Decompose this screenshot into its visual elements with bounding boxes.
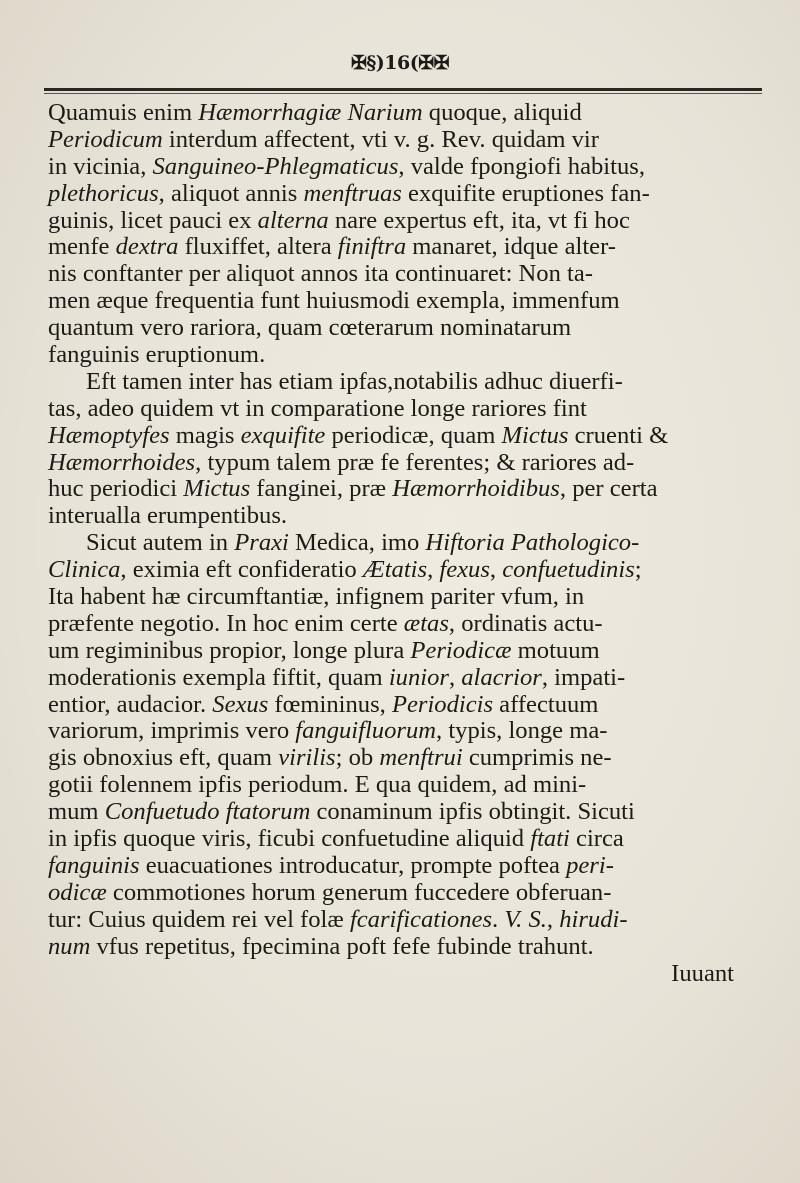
text-line [48,342,764,369]
italic-term: V. S. [504,905,547,933]
text-run: cumprimis ne- [462,744,612,772]
text-run: motuum [511,636,600,664]
text-run: , typum talem præ fe ferentes; & rariores ad- [195,448,635,476]
text-line [48,530,764,557]
text-line [48,369,764,396]
text-line [48,880,764,907]
italic-term: num [48,932,91,960]
italic-term: alterna [257,206,329,234]
text-run: cruenti & [568,421,669,449]
text-run: , valde fpongiofi habitus, [398,152,645,180]
text-line [48,476,764,503]
text-line [48,907,764,934]
italic-term: confuetudinis [502,556,635,584]
italic-term: ætas [403,609,449,637]
text-run: , eximia eft confideratio [120,556,363,584]
text-run: fœmininus, [268,690,392,718]
italic-term: Sexus [212,690,269,718]
text-run: interdum affectent, vti v. g. Rev. quidam vir [162,125,599,153]
text-line [48,826,764,853]
text-run: guinis, licet pauci ex [48,206,258,234]
text-line [48,557,764,584]
italic-term: fexus [439,556,490,584]
catchword: Iuuant [671,959,734,987]
text-run: fluxiffet, altera [178,233,338,261]
text-run: gotii folennem ipfis periodum. E qua quidem, ad mini- [48,771,587,799]
text-run: moderationis exempla fiftit, quam [48,663,389,691]
text-line [48,692,764,719]
text-line [48,208,764,235]
text-line [48,718,764,745]
text-run: euacuationes introducatur, prompte poftea [139,851,567,879]
text-line [48,584,764,611]
text-run: tas, adeo quidem vt in comparatione longe rariores fint [48,394,587,422]
text-run: nis conftanter per aliquot annos ita continuaret: Non ta- [48,260,593,288]
italic-term: Mictus [501,421,569,449]
header-rule [44,88,762,91]
italic-term: hirudi- [559,905,628,933]
text-run: periodicæ, quam [325,421,502,449]
italic-term: Mictus [183,475,251,503]
text-line [48,181,764,208]
text-run: , per certa [559,475,658,503]
text-run: men æque frequentia funt huiusmodi exempla, immenfum [48,287,620,315]
italic-term: Confuetudo ftatorum [104,798,311,826]
text-run: quoque, aliquid [422,99,582,126]
text-run: præfente negotio. In hoc enim certe [48,609,404,637]
text-run: magis [169,421,241,449]
italic-term: Periodicis [391,690,494,718]
text-run: manaret, idque alter- [406,233,616,261]
italic-term: iunior [388,663,449,691]
text-run: vfus repetitus, fpecimina poft fefe fubinde trahunt. [90,932,594,960]
italic-term: Hæmorrhoidibus [392,475,560,503]
text-run: , typis, longe ma- [436,717,608,745]
text-run: , ordinatis actu- [448,609,603,637]
italic-term: fanguinis [48,851,140,879]
header-rule-thin [44,93,762,94]
italic-term: Clinica [48,556,121,584]
text-line [48,745,764,772]
text-run: , [427,556,440,584]
text-run: huc periodici [48,475,184,503]
text-run: ; [634,556,642,584]
italic-term: ftati [530,825,570,853]
text-run: ; ob [335,744,380,772]
text-line [48,503,764,530]
text-run: , [448,663,462,691]
page-number: ✠§)16(✠✠ [350,52,450,74]
text-run: , aliquot annis [158,179,304,207]
text-run: fanginei, præ [250,475,393,503]
text-run: gis obnoxius eft, quam [48,744,279,772]
italic-term: peri- [566,851,614,879]
italic-term: plethoricus [48,179,159,207]
italic-term: odicæ [48,878,107,906]
italic-term: Praxi [234,529,289,557]
text-run: mum [48,798,105,826]
text-run: um regiminibus propior, longe plura [48,636,411,664]
italic-term: Hiftoria Pathologico- [425,529,640,557]
text-run: entior, audacior. [48,690,213,718]
text-line [48,288,764,315]
text-run: commotiones horum generum fuccedere obferuan- [106,878,612,906]
text-run: interualla erumpentibus. [48,502,288,530]
italic-term: fcarificationes [349,905,493,933]
italic-term: menftruas [303,179,402,207]
text-run: tur: Cuius quidem rei vel folæ [48,905,350,933]
italic-term: Hæmoptyfes [48,421,170,449]
text-run: , impati- [541,663,626,691]
text-line [48,100,764,127]
text-run: quantum vero rariora, quam cœterarum nominatarum [48,314,572,342]
italic-term: finiftra [337,233,407,261]
text-line [48,450,764,477]
text-line [48,638,764,665]
body-text [48,100,764,987]
page-header [0,52,800,74]
italic-term: alacrior [461,663,542,691]
text-run: Medica, imo [288,529,426,557]
text-run: menfe [48,233,116,261]
italic-term: dextra [115,233,179,261]
text-run: affectuum [493,690,599,718]
text-run: , [546,905,560,933]
text-run: nare expertus eft, ita, vt fi hoc [328,206,630,234]
text-run: variorum, imprimis vero [48,717,296,745]
text-run: conaminum ipfis obtingit. Sicuti [310,798,635,826]
text-line [48,665,764,692]
italic-term: fanguifluorum [295,717,437,745]
text-line [48,853,764,880]
text-run: Eft tamen inter has etiam ipfas,notabilis adhuc diuerfi- [86,367,623,395]
text-run: circa [569,825,624,853]
text-line [48,261,764,288]
italic-term: menftrui [379,744,463,772]
text-run: in ipfis quoque viris, ficubi confuetudine aliquid [48,825,531,853]
text-line [48,315,764,342]
text-run: Quamuis enim [48,99,199,126]
italic-term: virilis [278,744,336,772]
italic-term: exquifite [240,421,326,449]
text-line [48,396,764,423]
text-run: exquifite eruptiones fan- [401,179,650,207]
text-line [48,423,764,450]
italic-term: Sanguineo-Phlegmaticus [152,152,399,180]
text-run: in vicinia, [48,152,153,180]
text-run: . [492,905,505,933]
text-line [48,772,764,799]
italic-term: Periodicæ [410,636,512,664]
italic-term: Hæmorrhoides [48,448,196,476]
text-run: Ita habent hæ circumftantiæ, infignem pariter vfum, in [48,583,585,611]
text-line [48,127,764,154]
italic-term: Hæmorrhagiæ Narium [198,99,423,126]
italic-term: Ætatis [362,556,428,584]
text-line [48,154,764,181]
text-run: fanguinis eruptionum. [48,341,266,369]
text-line [48,234,764,261]
text-line [48,934,764,961]
italic-term: Periodicum [48,125,163,153]
text-run: Sicut autem in [86,529,235,557]
text-line [48,799,764,826]
text-run: , [489,556,503,584]
text-line [48,611,764,638]
